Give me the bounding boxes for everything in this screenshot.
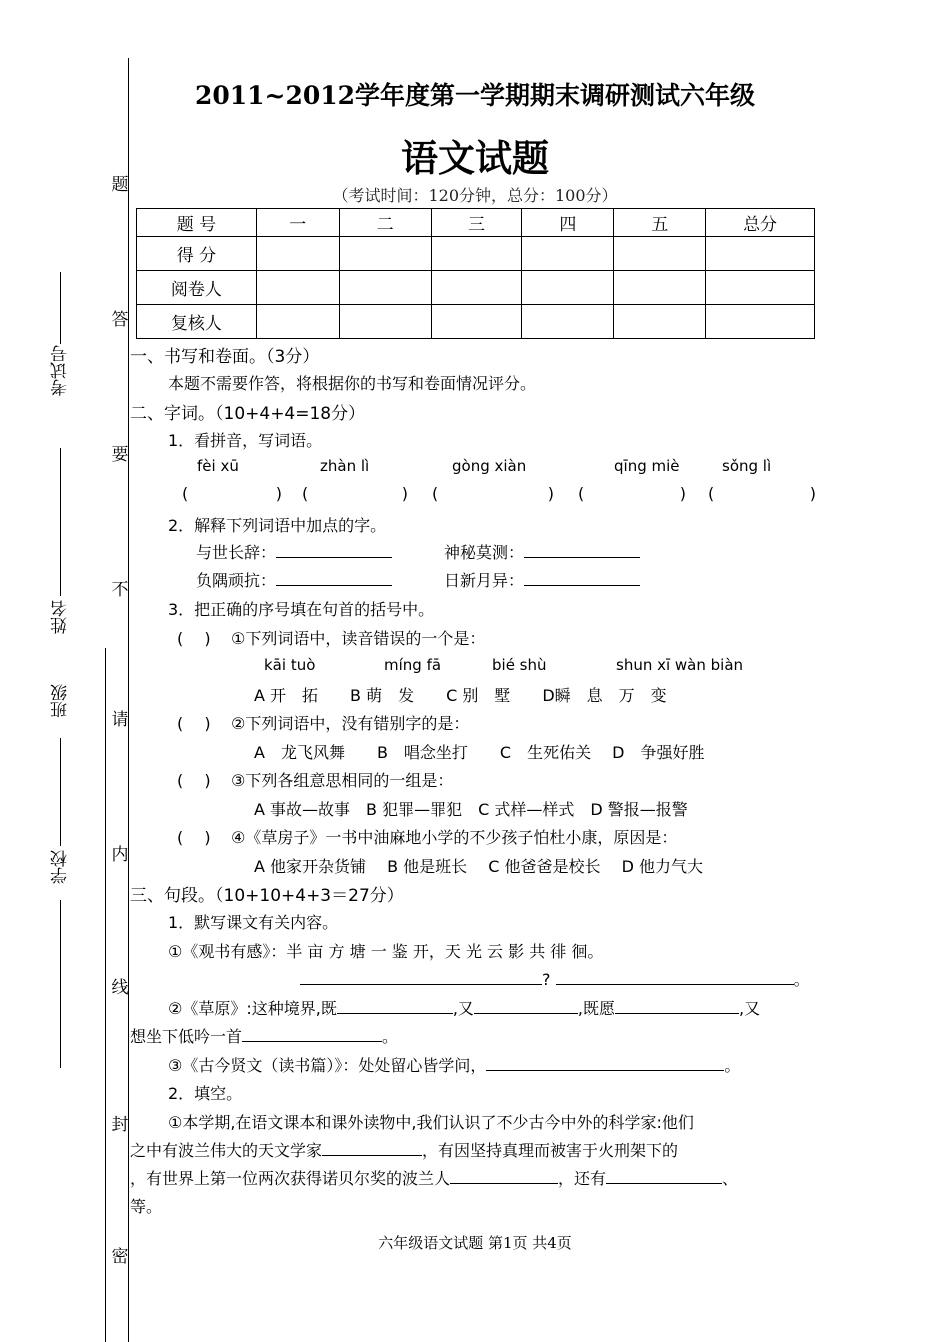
caoyuan-blank-1[interactable]	[337, 997, 453, 1014]
word-4-label: 日新月异：	[444, 571, 525, 590]
score-row-fuheren: 复核人	[137, 305, 257, 339]
score-cell[interactable]	[614, 271, 706, 305]
exam-header: 2011~2012学年度第一学期期末调研测试六年级	[194, 81, 756, 110]
score-header-1: 一	[256, 209, 339, 237]
mc-options-2: A 龙飞风舞 B 唱念坐打 C 生死佑关 D 争强好胜	[254, 743, 705, 762]
section3-q1: 1．默写课文有关内容。	[168, 913, 339, 932]
page-footer: 六年级语文试题 第1页 共4页	[378, 1234, 572, 1252]
caoyuan-e: 想坐下低吟一首	[130, 1027, 243, 1046]
score-cell[interactable]	[431, 271, 522, 305]
field-xuexiao: 学校	[51, 850, 71, 884]
fill-line-3	[130, 1166, 738, 1189]
mc-paren-1[interactable]: ( )	[177, 629, 211, 648]
side-char-mi: 密	[111, 1247, 129, 1267]
pinyin-2: zhàn lì	[320, 457, 370, 475]
side-char-bu: 不	[111, 580, 129, 600]
mc-stem-1: ①下列词语中，读音错误的一个是：	[231, 629, 486, 648]
word-3-blank[interactable]	[276, 569, 392, 586]
score-row-yuejuanren: 阅卷人	[137, 271, 257, 305]
word-4-blank[interactable]	[524, 569, 640, 586]
score-cell[interactable]	[522, 271, 614, 305]
mc1-pinyin-a: kāi tuò	[264, 656, 316, 674]
score-cell[interactable]	[614, 237, 706, 271]
binding-line-right	[128, 58, 129, 1342]
page-title: 语文试题	[401, 137, 549, 180]
field-line-banji	[60, 738, 61, 846]
answer-paren-1[interactable]: ( )	[182, 484, 282, 503]
side-char-feng: 封	[111, 1115, 129, 1135]
answer-paren-5[interactable]: ( )	[708, 484, 816, 503]
section1-text: 本题不需要作答，将根据你的书写和卷面情况评分。	[168, 374, 537, 393]
caoyuan-blank-4[interactable]	[242, 1025, 382, 1042]
field-banji: 班级	[51, 684, 71, 718]
caoyuan-a: ②《草原》:这种境界,既	[168, 999, 337, 1018]
answer-paren-2[interactable]: ( )	[302, 484, 408, 503]
section2-q1: 1．看拼音，写词语。	[168, 431, 323, 450]
field-line-xuexiao	[60, 900, 61, 1068]
pinyin-1: fèi xū	[197, 457, 239, 475]
word-4	[444, 568, 640, 591]
fill-blank-2[interactable]	[450, 1167, 558, 1184]
gujin-period: 。	[724, 1056, 741, 1075]
mc1-pinyin-b: míng fā	[384, 656, 442, 674]
section1-heading: 一、书写和卷面。（3分）	[130, 347, 320, 367]
mc-options-1: A 开 拓 B 萌 发 C 别 墅 D瞬 息 万 变	[254, 686, 667, 705]
fill-2b: ，有因坚持真理而被害于火刑架下的	[422, 1141, 679, 1160]
poem-blank-1[interactable]	[300, 968, 542, 985]
fill-line-1: ①本学期,在语文课本和课外读物中,我们认识了不少古今中外的科学家:他们	[168, 1113, 694, 1132]
fill-3a: ，有世界上第一位两次获得诺贝尔奖的波兰人	[130, 1169, 451, 1188]
score-cell[interactable]	[522, 305, 614, 339]
mc-stem-2: ②下列词语中，没有错别字的是：	[231, 714, 470, 733]
fill-line-4: 等。	[130, 1197, 163, 1216]
score-cell[interactable]	[339, 271, 431, 305]
poem-period: 。	[793, 970, 810, 989]
score-cell[interactable]	[339, 305, 431, 339]
mc-stem-4: ④《草房子》一书中油麻地小学的不少孩子怕杜小康，原因是：	[231, 828, 678, 847]
side-char-ti: 题	[111, 175, 129, 195]
fill-line-2	[130, 1138, 678, 1161]
mc-stem-3: ③下列各组意思相同的一组是：	[231, 771, 454, 790]
score-cell[interactable]	[706, 271, 815, 305]
fill-blank-3[interactable]	[606, 1167, 722, 1184]
poem-qmark: ?	[542, 970, 551, 989]
score-row-defen: 得 分	[137, 237, 257, 271]
side-char-xian: 线	[111, 978, 129, 998]
word-1-label: 与世长辞：	[196, 543, 277, 562]
answer-paren-3[interactable]: ( )	[432, 484, 554, 503]
score-header-2: 二	[339, 209, 431, 237]
side-char-qing: 请	[111, 710, 129, 730]
score-header-total: 总分	[706, 209, 815, 237]
score-header-3: 三	[431, 209, 522, 237]
mc1-pinyin-c: bié shù	[492, 656, 547, 674]
mc-paren-4[interactable]: ( )	[177, 828, 211, 847]
section3-q2: 2．填空。	[168, 1084, 243, 1103]
mc-paren-3[interactable]: ( )	[177, 771, 211, 790]
gujin-row	[168, 1053, 740, 1076]
score-cell[interactable]	[431, 305, 522, 339]
caoyuan-d: ,又	[739, 999, 761, 1018]
field-xingming: 姓名	[51, 600, 71, 634]
side-char-yao: 要	[111, 445, 129, 465]
caoyuan-row-2	[130, 1024, 398, 1047]
section2-heading: 二、字词。（10+4+4=18分）	[130, 404, 366, 424]
field-kaoshihao: 考试号	[51, 345, 71, 396]
poem-line: ①《观书有感》：半 亩 方 塘 一 鉴 开，天 光 云 影 共 徘 徊。	[168, 942, 604, 961]
fill-blank-1[interactable]	[322, 1139, 422, 1156]
score-cell[interactable]	[256, 305, 339, 339]
word-1-blank[interactable]	[276, 541, 392, 558]
score-cell[interactable]	[706, 237, 815, 271]
side-char-nei: 内	[111, 845, 129, 865]
exam-subtitle: （考试时间：120分钟，总分：100分）	[332, 186, 618, 205]
mc-paren-2[interactable]: ( )	[177, 714, 211, 733]
gujin-text: ③《古今贤文（读书篇）》：处处留心皆学问，	[168, 1056, 487, 1075]
word-3-label: 负隅顽抗：	[196, 571, 277, 590]
score-cell[interactable]	[431, 237, 522, 271]
caoyuan-row	[168, 996, 760, 1019]
section3-heading: 三、句段。（10+10+4+3＝27分）	[130, 886, 404, 906]
answer-paren-4[interactable]: ( )	[578, 484, 686, 503]
caoyuan-blank-2[interactable]	[474, 997, 578, 1014]
field-line-xingming	[60, 448, 61, 596]
word-2-blank[interactable]	[524, 541, 640, 558]
word-2	[444, 540, 640, 563]
word-1	[196, 540, 392, 563]
score-header-4: 四	[522, 209, 614, 237]
fill-3b: ，还有	[558, 1169, 607, 1188]
score-cell[interactable]	[339, 237, 431, 271]
caoyuan-period: 。	[382, 1027, 399, 1046]
section2-q2: 2．解释下列词语中加点的字。	[168, 516, 387, 535]
gujin-blank[interactable]	[486, 1054, 724, 1071]
score-cell[interactable]	[706, 305, 815, 339]
mc-options-4: A 他家开杂货铺 B 他是班长 C 他爸爸是校长 D 他力气大	[254, 857, 704, 876]
side-char-da: 答	[111, 310, 129, 330]
poem-blank-2[interactable]	[556, 968, 794, 985]
word-2-label: 神秘莫测：	[444, 543, 525, 562]
caoyuan-c: ,既愿	[577, 999, 616, 1018]
pinyin-3: gòng xiàn	[452, 457, 527, 475]
caoyuan-b: ,又	[452, 999, 474, 1018]
score-cell[interactable]	[522, 237, 614, 271]
score-header-5: 五	[614, 209, 706, 237]
score-cell[interactable]	[614, 305, 706, 339]
word-3	[196, 568, 392, 591]
score-table	[136, 208, 815, 339]
poem-answer-row	[300, 967, 810, 990]
score-cell[interactable]	[256, 237, 339, 271]
caoyuan-blank-3[interactable]	[615, 997, 739, 1014]
pinyin-4: qīng miè	[614, 457, 680, 475]
fill-2a: 之中有波兰伟大的天文学家	[130, 1141, 323, 1160]
score-header-label: 题 号	[137, 209, 257, 237]
mc-options-3: A 事故—故事 B 犯罪—罪犯 C 式样—样式 D 警报—报警	[254, 800, 688, 819]
pinyin-5: sǒng lì	[722, 457, 772, 475]
mc1-pinyin-d: shun xī wàn biàn	[616, 656, 744, 674]
section2-q3: 3．把正确的序号填在句首的括号中。	[168, 600, 435, 619]
score-cell[interactable]	[256, 271, 339, 305]
fill-3c: 、	[722, 1169, 739, 1188]
field-line-kaoshihao	[60, 272, 61, 344]
